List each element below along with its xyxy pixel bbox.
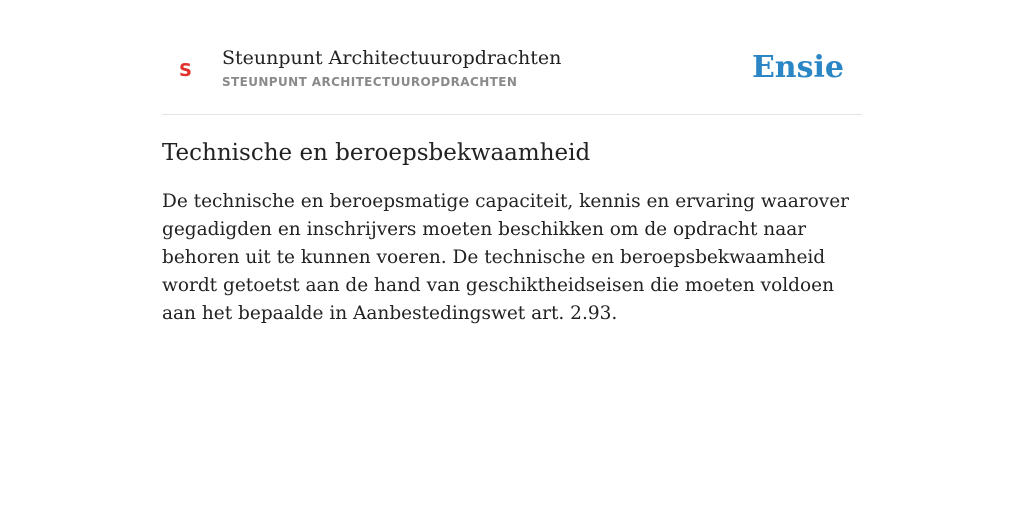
article-title: Technische en beroepsbekwaamheid [162,140,591,166]
brand-logo[interactable]: Ensie [751,50,844,85]
article [162,136,862,328]
publisher-logo[interactable]: S [179,60,192,81]
article-body: De technische en beroepsmatige capaciteit, kennis en ervaring waarover gegadigden en inschrijvers moeten beschikken om de opdracht naar behoren uit te kunnen voeren. De technische en beroepsbekwaamheid wordt getoetst aan de hand van geschiktheidseisen die moeten voldoen aan het bepaalde in Aanbestedingswet art. 2.93. [162,191,849,324]
header [162,0,862,115]
publisher-subtitle: STEUNPUNT ARCHITECTUUROPDRACHTEN [222,75,518,89]
publisher-title[interactable]: Steunpunt Architectuuropdrachten [222,47,562,69]
